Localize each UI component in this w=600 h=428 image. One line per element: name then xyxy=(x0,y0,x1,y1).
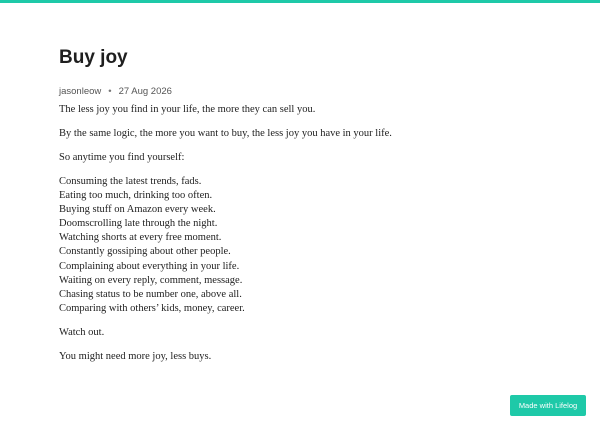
list-line: Consuming the latest trends, fads. xyxy=(59,176,202,187)
post-meta xyxy=(59,86,559,98)
list-line: Eating too much, drinking too often. xyxy=(59,190,213,202)
made-with-lifelog-button[interactable]: Made with Lifelog xyxy=(510,395,586,416)
paragraph: By the same logic, the more you want to buy, the less joy you have in your life. xyxy=(59,128,392,139)
list-line: Complaining about everything in your life. xyxy=(59,260,240,272)
list-line: Waiting on every reply, comment, message. xyxy=(59,274,243,286)
list-line: Buying stuff on Amazon every week. xyxy=(59,204,216,216)
habit-list xyxy=(59,175,559,316)
list-line: Chasing status to be number one, above all. xyxy=(59,288,242,300)
post-title: Buy joy xyxy=(59,47,128,68)
paragraph: The less joy you find in your life, the more they can sell you. xyxy=(59,104,316,115)
paragraph: You might need more joy, less buys. xyxy=(59,350,212,362)
paragraph: So anytime you find yourself: xyxy=(59,152,185,163)
list-line: Watching shorts at every free moment. xyxy=(59,232,222,244)
paragraph: Watch out. xyxy=(59,326,105,338)
post-author-link[interactable]: jasonleow xyxy=(59,86,102,97)
list-line: Comparing with others’ kids, money, career. xyxy=(59,302,245,314)
list-line: Constantly gossiping about other people. xyxy=(59,246,231,258)
list-line: Doomscrolling late through the night. xyxy=(59,218,218,230)
post-article xyxy=(59,46,559,374)
meta-separator: • xyxy=(108,86,112,97)
post-date: 27 Aug 2026 xyxy=(118,86,172,97)
post-body xyxy=(59,103,559,364)
top-accent-bar xyxy=(0,0,600,3)
